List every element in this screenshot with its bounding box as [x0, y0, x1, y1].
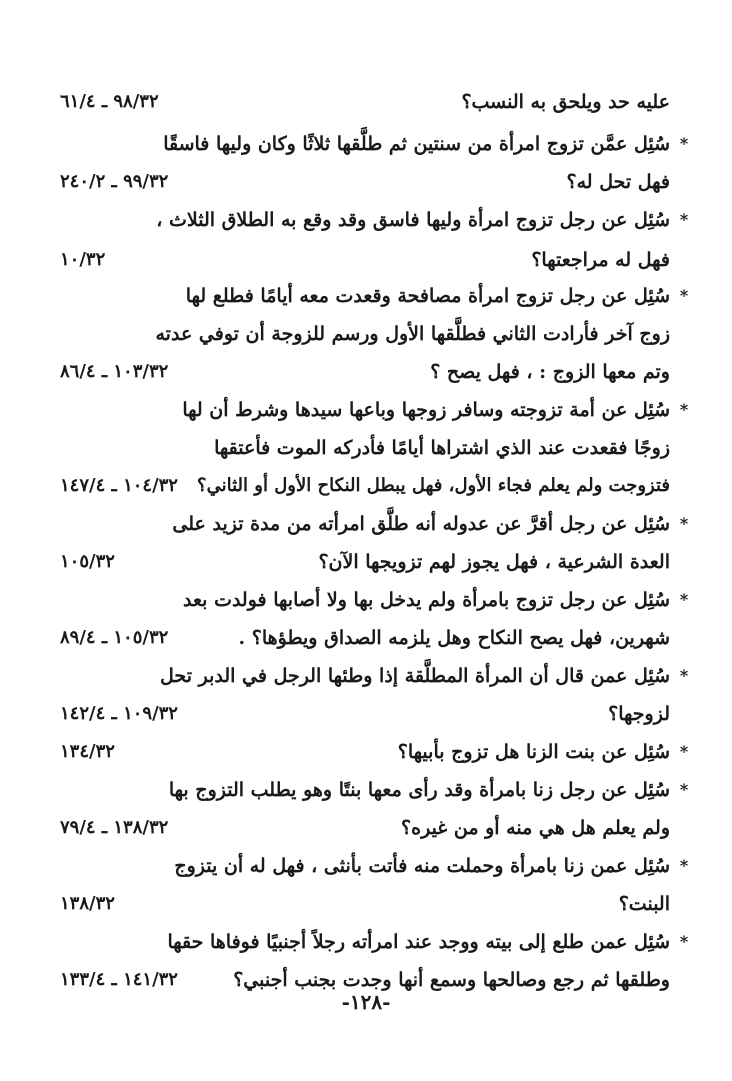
volume-page-reference: ٩٩/٣٢ ـ ٢٤٠/٢ — [60, 171, 169, 192]
asterisk-bullet-icon: * — [679, 210, 689, 229]
volume-page-reference: ١٣٤/٣٢ — [60, 741, 115, 762]
question-text: فهل له مراجعتها؟ — [531, 249, 670, 271]
volume-page-reference: ١٠/٣٢ — [60, 249, 106, 270]
question-text: العدة الشرعية ، فهل يجوز لهم تزويجها الآن؟ — [318, 551, 670, 573]
index-line — [60, 314, 670, 354]
index-line — [60, 162, 670, 202]
asterisk-bullet-icon: * — [679, 514, 689, 533]
question-text: سُئِل عن بنت الزنا هل تزوج بأبيها؟ — [397, 741, 670, 763]
question-text: فهل تحل له؟ — [566, 171, 670, 193]
asterisk-bullet-icon: * — [679, 286, 689, 305]
question-text: سُئِل عمَّن تزوج امرأة من سنتين ثم طلَّقها ثلاثًا وكان وليها فاسقًا — [163, 133, 670, 155]
question-text: زوج آخر فأرادت الثاني فطلَّقها الأول ورسم للزوجة أن توفي عدته — [155, 323, 670, 345]
volume-page-reference: ١٠٥/٣٢ — [60, 551, 115, 572]
volume-page-reference: ١٤١/٣٢ ـ ١٣٣/٤ — [60, 969, 178, 990]
question-text: فتزوجت ولم يعلم فجاء الأول، فهل يبطل النكاح الأول أو الثاني؟ — [197, 475, 670, 496]
index-line — [60, 808, 670, 848]
question-text: سُئِل عن رجل تزوج امرأة مصافحة وقعدت معه أيامًا فطلع لها — [185, 285, 670, 307]
question-text: سُئِل عمن زنا بامرأة وحملت منه فأتت بأنثى ، فهل له أن يتزوج — [174, 855, 670, 877]
question-text: البنت؟ — [618, 893, 670, 915]
question-text: سُئِل عن رجل زنا بامرأة وقد رأى معها بنتًا وهو يطلب التزوج بها — [168, 779, 670, 801]
volume-page-reference: ١٣٨/٣٢ — [60, 893, 115, 914]
question-text: عليه حد ويلحق به النسب؟ — [461, 91, 670, 113]
question-text: وطلقها ثم رجع وصالحها وسمع أنها وجدت بجنب أجنبي؟ — [233, 969, 670, 991]
volume-page-reference: ١٠٤/٣٢ ـ ١٤٧/٤ — [60, 475, 178, 496]
index-line — [60, 200, 689, 240]
volume-page-reference: ١٠٥/٣٢ ـ ٨٩/٤ — [60, 627, 169, 648]
question-text: زوجًا فقعدت عند الذي اشتراها أيامًا فأدركه الموت فأعتقها — [214, 437, 670, 459]
page-number: -١٢٨- — [341, 990, 391, 1014]
question-text: سُئِل عن رجل تزوج امرأة وليها فاسق وقد وقع به الطلاق الثلاث ، — [156, 209, 670, 231]
index-line — [60, 390, 689, 430]
index-line — [60, 352, 670, 392]
question-text: سُئِل عن رجل تزوج بامرأة ولم يدخل بها ولا أصابها فولدت بعد — [183, 589, 670, 611]
asterisk-bullet-icon: * — [679, 400, 689, 419]
asterisk-bullet-icon: * — [679, 742, 689, 761]
index-line — [60, 276, 689, 316]
question-text: وتم معها الزوج : ، فهل يصح ؟ — [430, 361, 670, 383]
question-text: سُئِل عمن قال أن المرأة المطلَّقة إذا وطئها الرجل في الدبر تحل — [160, 665, 670, 687]
volume-page-reference: ٩٨/٣٢ ـ ٦١/٤ — [60, 91, 159, 112]
question-text: سُئِل عن رجل أقرَّ عن عدوله أنه طلَّق امرأته من مدة تزيد على — [172, 513, 670, 535]
volume-page-reference: ١٠٩/٣٢ ـ ١٤٢/٤ — [60, 703, 178, 724]
index-line — [60, 732, 689, 772]
index-line — [60, 82, 670, 122]
question-text: شهرين، فهل يصح النكاح وهل يلزمه الصداق ويطؤها؟ . — [238, 627, 670, 649]
index-line — [60, 884, 670, 924]
asterisk-bullet-icon: * — [679, 590, 689, 609]
volume-page-reference: ١٠٣/٣٢ ـ ٨٦/٤ — [60, 361, 169, 382]
question-text: لزوجها؟ — [608, 703, 670, 725]
index-line — [60, 656, 689, 696]
question-text: سُئِل عمن طلع إلى بيته ووجد عند امرأته رجلاً أجنبيًا فوفاها حقها — [167, 931, 670, 953]
index-line — [60, 580, 689, 620]
index-line — [60, 428, 670, 468]
index-line — [60, 618, 670, 658]
index-line — [60, 124, 689, 164]
index-line — [60, 846, 689, 886]
question-text: ولم يعلم هل هي منه أو من غيره؟ — [401, 817, 670, 839]
asterisk-bullet-icon: * — [679, 856, 689, 875]
asterisk-bullet-icon: * — [679, 780, 689, 799]
index-line — [60, 240, 670, 280]
index-line — [60, 542, 670, 582]
asterisk-bullet-icon: * — [679, 134, 689, 153]
question-text: سُئِل عن أمة تزوجته وسافر زوجها وباعها سيدها وشرط أن لها — [182, 399, 670, 421]
index-line — [60, 922, 689, 962]
volume-page-reference: ١٣٨/٣٢ ـ ٧٩/٤ — [60, 817, 169, 838]
index-line — [60, 770, 689, 810]
index-line — [60, 504, 689, 544]
index-line — [60, 694, 670, 734]
asterisk-bullet-icon: * — [679, 666, 689, 685]
index-line — [60, 466, 670, 506]
asterisk-bullet-icon: * — [679, 932, 689, 951]
